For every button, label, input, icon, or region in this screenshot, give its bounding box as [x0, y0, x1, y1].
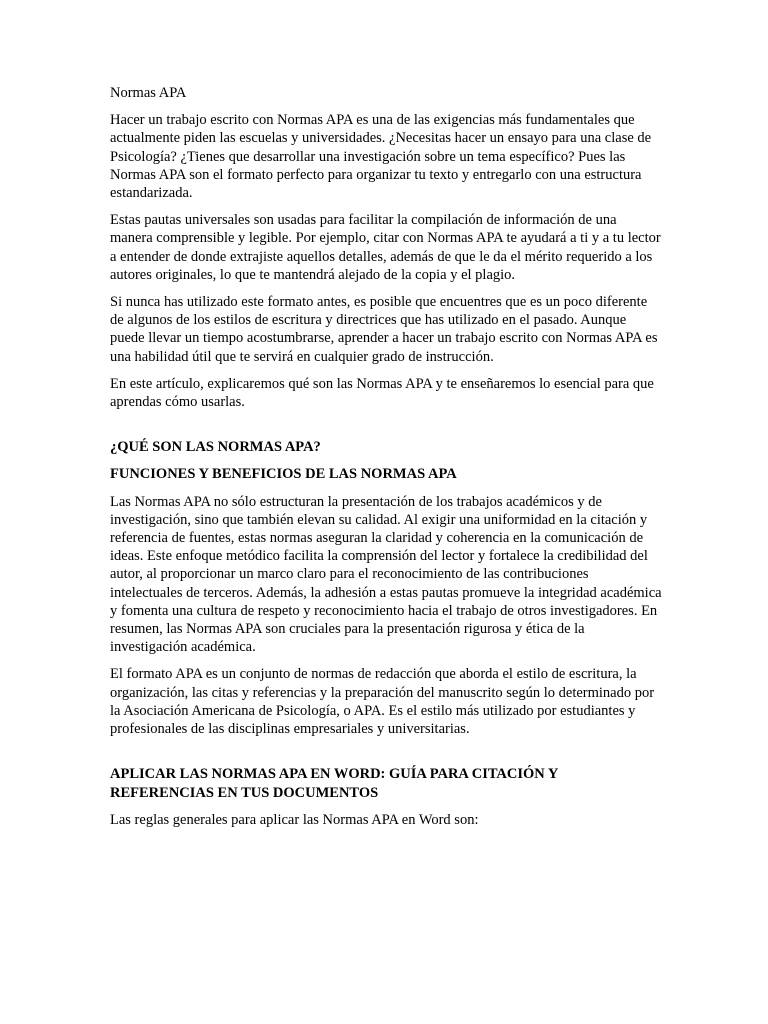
- document-title: Normas APA: [110, 85, 187, 101]
- section-heading-apply-in-word: APLICAR LAS NORMAS APA EN WORD: GUÍA PARA CITACIÓN Y REFERENCIAS EN TUS DOCUMENTOS: [110, 766, 558, 801]
- blank-line: [110, 420, 662, 438]
- intro-paragraph-2: Estas pautas universales son usadas para facilitar la compilación de información de una manera comprensible y legible. Por ejemplo, citar con Normas APA te ayudará a ti y a tu lector a entender de donde extrajiste aquellos detalles, además de que le da el mérito requerido a los autores originales, lo que te mantendrá alejado de la copia y el plagio.: [110, 212, 661, 283]
- intro-paragraph-4: En este artículo, explicaremos qué son las Normas APA y te enseñaremos lo esencial para que aprendas cómo usarlas.: [110, 375, 654, 411]
- section2-paragraph-1: Las reglas generales para aplicar las Normas APA en Word son:: [110, 811, 479, 828]
- section1-paragraph-2: El formato APA es un conjunto de normas de redacción que aborda el estilo de escritura, la organización, las citas y referencias y la preparación del manuscrito según lo determinado por la Asociación Americana de Psicología, o APA. Es el estilo más utilizado por estudiantes y profesionales de las disciplinas empresariales y universitarias.: [110, 666, 655, 738]
- section-heading-what-are-apa: ¿QUÉ SON LAS NORMAS APA?: [110, 439, 321, 456]
- document-page: [110, 84, 662, 838]
- intro-paragraph-3: Si nunca has utilizado este formato antes, es posible que encuentres que es un poco diferente de algunos de los estilos de escritura y directrices que has utilizado en el pasado. Aunque puede llevar un tiempo acostumbrarse, aprender a hacer un trabajo escrito con Normas APA es una habilidad útil que te servirá en cualquier grado de instrucción.: [110, 294, 658, 365]
- section1-paragraph-1: Las Normas APA no sólo estructuran la presentación de los trabajos académicos y de investigación, sino que también elevan su calidad. Al exigir una uniformidad en la citación y referencia de fuentes, estas normas aseguran la claridad y coherencia en la comunicación de ideas. Este enfoque metódico facilita la comprensión del lector y fortalece la credibilidad del autor, al proporcionar un marco claro para el reconocimiento de las contribuciones intelectuales de terceros. Además, la adhesión a estas pautas promueve la integridad académica y fomenta una cultura de respeto y reconocimiento hacia el trabajo de otros investigadores. En resumen, las Normas APA son cruciales para la presentación rigurosa y ética de la investigación académica.: [110, 493, 662, 656]
- blank-line: [110, 747, 662, 765]
- intro-paragraph-1: Hacer un trabajo escrito con Normas APA es una de las exigencias más fundamentales que actualmente piden las escuelas y universidades. ¿Necesitas hacer un ensayo para una clase de Psicología? ¿Tienes que desarrollar una investigación sobre un tema específico? Pues las Normas APA son el formato perfecto para organizar tu texto y entregarlo con una estructura estandarizada.: [110, 112, 652, 202]
- section-subheading-functions-benefits: FUNCIONES Y BENEFICIOS DE LAS NORMAS APA: [110, 466, 457, 483]
